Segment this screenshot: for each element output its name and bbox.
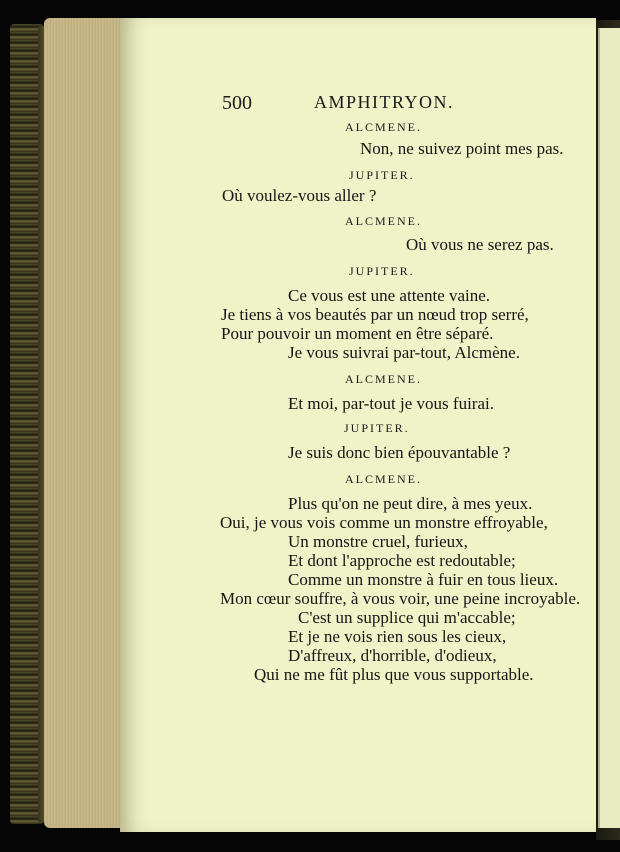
page-edges — [44, 18, 128, 828]
verse-line: Ce vous est une attente vaine. — [288, 286, 491, 305]
verse-line: Non, ne suivez point mes pas. — [360, 139, 564, 158]
verse-line: Où voulez-vous aller ? — [222, 186, 377, 205]
speaker-name: JUPITER. — [349, 168, 415, 182]
speaker-name: ALCMENE. — [345, 214, 422, 228]
verse-line: C'est un supplice qui m'accable; — [298, 608, 516, 627]
facing-page-edge — [598, 28, 620, 828]
verse-line: Mon cœur souffre, à vous voir, une peine incroyable. — [220, 589, 581, 608]
page-number: 500 — [222, 92, 252, 114]
speaker-name: ALCMENE. — [345, 372, 422, 386]
verse-line: Un monstre cruel, furieux, — [288, 532, 468, 551]
speaker-name: ALCMENE. — [345, 472, 422, 486]
verse-line: Et je ne vois rien sous les cieux, — [288, 627, 507, 646]
verse-line: Pour pouvoir un moment en être séparé. — [221, 324, 494, 343]
verse-line: Plus qu'on ne peut dire, à mes yeux. — [288, 494, 533, 513]
verse-line: Je suis donc bien épouvantable ? — [288, 443, 511, 462]
speaker-name: ALCMENE. — [345, 120, 422, 134]
verse-line: Je tiens à vos beautés par un nœud trop serré, — [221, 305, 529, 324]
speaker-name: JUPITER. — [349, 264, 415, 278]
running-title: AMPHITRYON. — [314, 92, 455, 112]
verse-line: Où vous ne serez pas. — [406, 235, 554, 254]
verse-line: Qui ne me fût plus que vous supportable. — [254, 665, 534, 684]
verse-line: Oui, je vous vois comme un monstre effroyable, — [220, 513, 548, 532]
verse-line: D'affreux, d'horrible, d'odieux, — [288, 646, 497, 665]
verse-line: Je vous suivrai par-tout, Alcmène. — [288, 343, 520, 362]
verse-line: Comme un monstre à fuir en tous lieux. — [288, 570, 559, 589]
verse-line: Et moi, par-tout je vous fuirai. — [288, 394, 494, 413]
verse-line: Et dont l'approche est redoutable; — [288, 551, 516, 570]
speaker-name: JUPITER. — [344, 421, 410, 435]
page-header — [222, 92, 462, 114]
